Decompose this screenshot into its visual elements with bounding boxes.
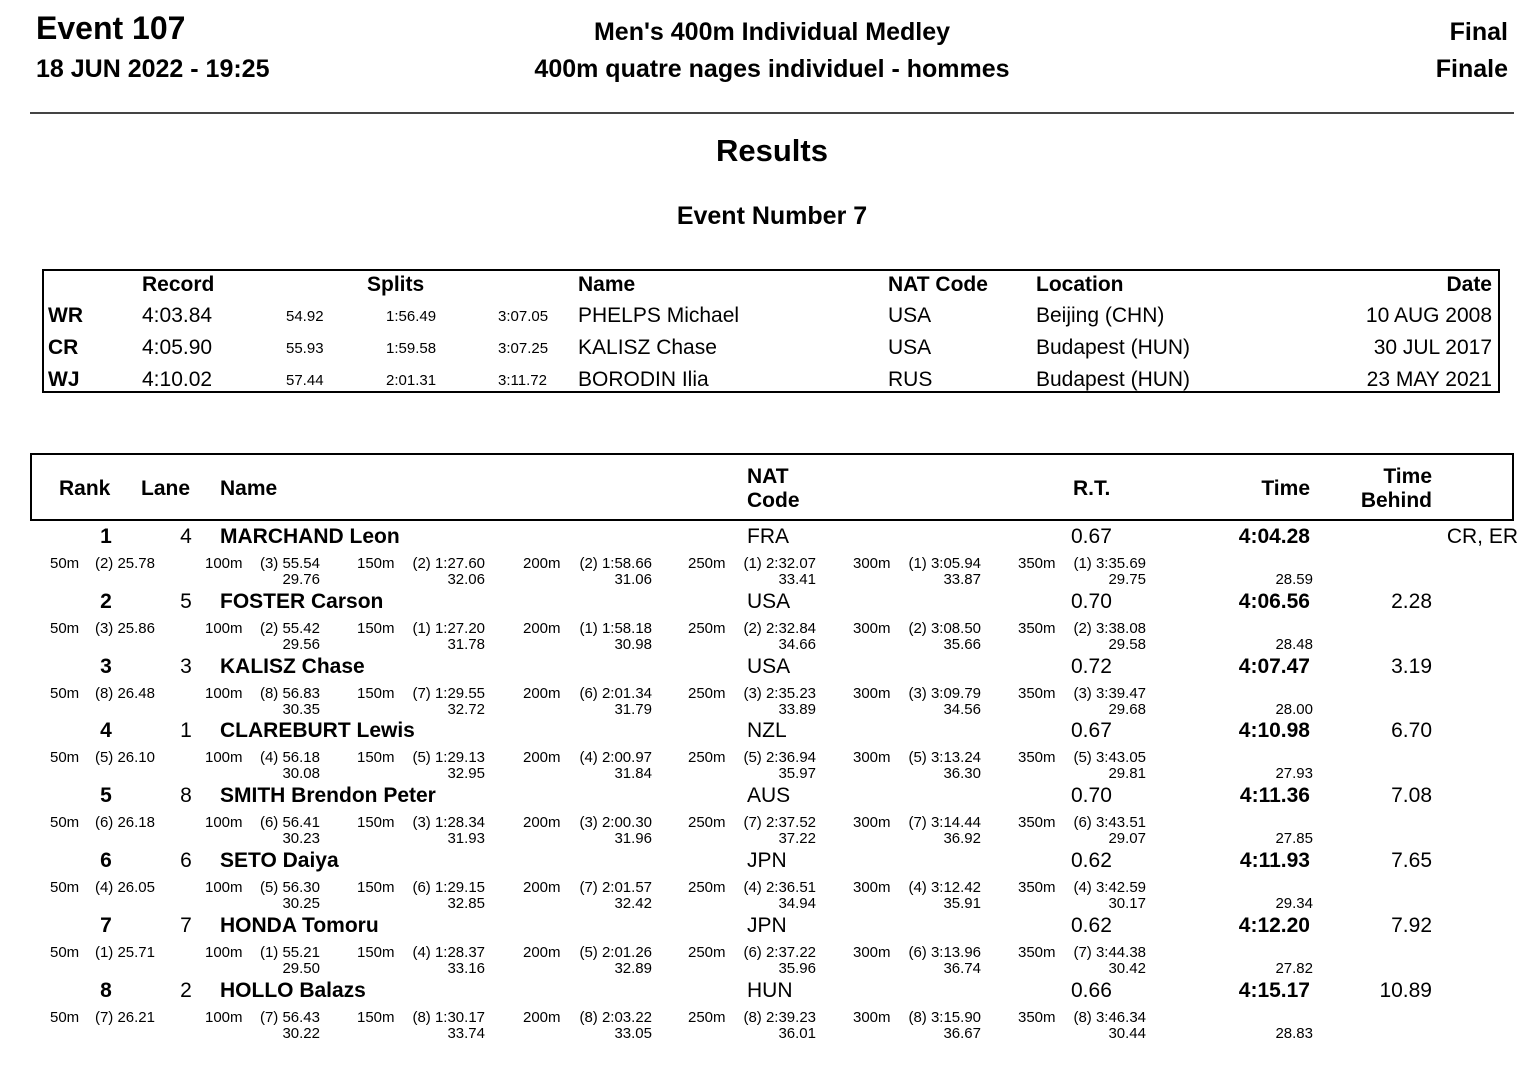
record-date: 30 JUL 2017 — [1373, 336, 1492, 359]
split-position-cumulative: (7) 2:01.57 — [579, 879, 652, 896]
results-header-nat: NAT — [747, 465, 789, 488]
split-position-cumulative: (5) 2:36.94 — [743, 749, 816, 767]
result-lane: 7 — [180, 913, 192, 937]
header-divider — [30, 112, 1514, 114]
split-lap-time: 36.30 — [943, 765, 981, 783]
split-distance: 150m — [357, 1008, 395, 1026]
split-lap-time: 30.17 — [1108, 895, 1146, 912]
split-position-cumulative: (1) 1:58.18 — [579, 619, 652, 637]
split-position-cumulative: (1) 2:32.07 — [743, 555, 816, 572]
split-lap-time: 30.08 — [282, 765, 320, 783]
split-position-cumulative: (3) 1:28.34 — [412, 814, 485, 832]
split-distance: 300m — [853, 943, 891, 961]
split-distance: 300m — [853, 814, 891, 832]
split-final-lap: 27.85 — [1275, 830, 1313, 848]
split-position-cumulative: (3) 2:35.23 — [743, 684, 816, 702]
split-lap-time: 30.22 — [282, 1024, 320, 1042]
split-lap-time: 33.41 — [778, 571, 816, 588]
record-time: 4:05.90 — [142, 336, 213, 359]
result-reaction-time: 0.70 — [1071, 784, 1112, 808]
split-lap-time: 37.22 — [778, 830, 816, 848]
result-nat: HUN — [747, 978, 793, 1002]
result-time-behind: 7.08 — [1391, 784, 1432, 808]
result-time: 4:11.93 — [1239, 849, 1310, 872]
result-nat: USA — [747, 654, 791, 678]
split-lap-time: 32.85 — [447, 895, 485, 912]
result-time: 4:07.47 — [1238, 654, 1310, 678]
split-distance: 200m — [523, 749, 561, 767]
split-distance: 250m — [688, 879, 726, 896]
record-time: 4:10.02 — [142, 368, 213, 391]
result-lane: 5 — [180, 589, 192, 613]
result-time-behind: 6.70 — [1391, 719, 1432, 743]
result-time-behind: 10.89 — [1379, 978, 1432, 1002]
split-lap-time: 30.44 — [1108, 1024, 1146, 1042]
split-position-cumulative: (6) 3:43.51 — [1073, 814, 1146, 832]
result-time-behind: 7.92 — [1391, 913, 1432, 937]
split-distance: 350m — [1018, 619, 1056, 637]
result-lane: 3 — [180, 654, 192, 678]
split-lap-time: 33.87 — [943, 571, 981, 588]
records-table — [42, 269, 1500, 393]
result-reaction-time: 0.67 — [1071, 719, 1112, 743]
records-header-location: Location — [1036, 273, 1124, 296]
split-lap-time: 32.95 — [447, 765, 485, 783]
split-position-cumulative: (1) 3:05.94 — [908, 555, 981, 572]
result-rank: 2 — [100, 589, 112, 613]
result-athlete-name: MARCHAND Leon — [220, 525, 400, 548]
split-lap-time: 36.01 — [778, 1024, 816, 1042]
record-split: 3:07.05 — [498, 308, 549, 325]
split-distance: 50m — [50, 619, 80, 637]
split-distance: 350m — [1018, 555, 1056, 572]
split-lap-time: 31.06 — [614, 571, 652, 588]
split-position-cumulative: (3) 2:00.30 — [579, 814, 652, 832]
record-time: 4:03.84 — [142, 304, 213, 327]
result-rank: 8 — [100, 978, 112, 1002]
split-position-cumulative: (7) 2:37.52 — [743, 814, 816, 832]
split-position-cumulative: (8) 3:15.90 — [908, 1008, 981, 1026]
results-header-rt: R.T. — [1073, 477, 1111, 500]
split-final-lap: 28.48 — [1275, 635, 1313, 653]
split-position-cumulative: (7) 3:14.44 — [908, 814, 981, 832]
result-athlete-name: HONDA Tomoru — [220, 913, 379, 937]
result-time: 4:04.28 — [1238, 525, 1310, 548]
record-nat: USA — [888, 304, 932, 327]
split-lap-time: 30.25 — [282, 895, 320, 912]
split-distance: 200m — [523, 943, 561, 961]
split-final-lap: 28.83 — [1275, 1024, 1313, 1042]
result-time-behind: 7.65 — [1391, 849, 1432, 872]
record-split: 54.92 — [286, 308, 324, 325]
split-distance: 350m — [1018, 684, 1056, 702]
split-lap-time: 35.66 — [943, 635, 981, 653]
split-lap-time: 33.05 — [614, 1024, 652, 1042]
event-datetime: 18 JUN 2022 - 19:25 — [36, 55, 270, 83]
result-nat: USA — [747, 589, 791, 613]
round-fr: Finale — [1435, 55, 1508, 83]
result-lane: 2 — [180, 978, 192, 1002]
split-lap-time: 30.35 — [282, 700, 320, 718]
result-lane: 1 — [180, 719, 192, 743]
records-header-nat: NAT Code — [888, 273, 988, 296]
split-lap-time: 32.42 — [614, 895, 652, 912]
result-time: 4:12.20 — [1238, 913, 1310, 937]
round-en: Final — [1449, 18, 1508, 46]
split-lap-time: 33.16 — [447, 959, 485, 977]
split-distance: 50m — [50, 684, 80, 702]
records-header-name: Name — [578, 273, 636, 296]
split-lap-time: 32.06 — [447, 571, 485, 588]
split-distance: 300m — [853, 1008, 891, 1026]
split-lap-time: 29.50 — [282, 959, 320, 977]
split-distance: 100m — [205, 555, 243, 572]
split-position-cumulative: (8) 56.83 — [259, 684, 320, 702]
split-position-cumulative: (1) 1:27.20 — [412, 619, 485, 637]
split-lap-time: 31.78 — [447, 635, 485, 653]
record-code: WJ — [48, 368, 80, 391]
split-distance: 100m — [205, 943, 243, 961]
split-distance: 300m — [853, 619, 891, 637]
split-final-lap: 27.93 — [1275, 765, 1313, 783]
split-position-cumulative: (4) 26.05 — [94, 879, 155, 896]
split-lap-time: 31.79 — [614, 700, 652, 718]
split-position-cumulative: (6) 2:37.22 — [743, 943, 816, 961]
split-lap-time: 32.89 — [614, 959, 652, 977]
section-title: Results — [716, 133, 828, 168]
split-position-cumulative: (6) 26.18 — [94, 814, 155, 832]
result-nat: JPN — [747, 849, 787, 872]
split-position-cumulative: (2) 1:27.60 — [412, 555, 485, 572]
result-rank: 1 — [100, 525, 112, 548]
split-position-cumulative: (7) 26.21 — [94, 1008, 155, 1026]
results-header-code: Code — [747, 489, 800, 512]
record-location: Budapest (HUN) — [1036, 368, 1191, 391]
result-rank: 7 — [100, 913, 112, 937]
record-holder-name: BORODIN Ilia — [578, 368, 709, 391]
split-distance: 100m — [205, 1008, 243, 1026]
split-distance: 150m — [357, 555, 395, 572]
split-position-cumulative: (4) 56.18 — [259, 749, 320, 767]
split-distance: 100m — [205, 619, 243, 637]
split-distance: 100m — [205, 684, 243, 702]
results-header-time-behind-1: Time — [1383, 465, 1432, 488]
split-lap-time: 36.74 — [943, 959, 981, 977]
split-position-cumulative: (3) 3:09.79 — [908, 684, 981, 702]
split-position-cumulative: (2) 3:08.50 — [908, 619, 981, 637]
result-athlete-name: KALISZ Chase — [220, 654, 365, 678]
split-position-cumulative: (4) 2:36.51 — [743, 879, 816, 896]
result-athlete-name: SETO Daiya — [220, 849, 339, 872]
split-lap-time: 35.97 — [778, 765, 816, 783]
results-header-time-behind-2: Behind — [1360, 489, 1432, 512]
split-distance: 350m — [1018, 749, 1056, 767]
split-distance: 150m — [357, 879, 395, 896]
split-position-cumulative: (5) 3:43.05 — [1073, 749, 1146, 767]
split-lap-time: 29.76 — [282, 571, 320, 588]
split-distance: 350m — [1018, 943, 1056, 961]
split-distance: 150m — [357, 619, 395, 637]
record-holder-name: PHELPS Michael — [578, 304, 740, 327]
split-lap-time: 30.42 — [1108, 959, 1146, 977]
records-header-date: Date — [1446, 273, 1492, 296]
split-lap-time: 30.23 — [282, 830, 320, 848]
split-distance: 250m — [688, 943, 726, 961]
result-rank: 6 — [100, 849, 112, 872]
results-header-name: Name — [220, 477, 278, 500]
split-distance: 250m — [688, 1008, 726, 1026]
split-lap-time: 31.84 — [614, 765, 652, 783]
split-lap-time: 29.75 — [1108, 571, 1146, 588]
split-position-cumulative: (4) 1:28.37 — [412, 943, 485, 961]
split-distance: 250m — [688, 749, 726, 767]
result-nat: AUS — [747, 784, 791, 808]
split-distance: 50m — [50, 879, 80, 896]
split-lap-time: 34.56 — [943, 700, 981, 718]
split-lap-time: 29.58 — [1108, 635, 1146, 653]
result-athlete-name: SMITH Brendon Peter — [220, 784, 436, 808]
record-split: 2:01.31 — [386, 372, 437, 389]
result-athlete-name: CLAREBURT Lewis — [220, 719, 415, 743]
split-position-cumulative: (1) 25.71 — [94, 943, 155, 961]
split-distance: 150m — [357, 684, 395, 702]
split-lap-time: 34.94 — [778, 895, 816, 912]
result-nat: JPN — [747, 913, 787, 937]
split-lap-time: 31.93 — [447, 830, 485, 848]
event-label: Event 107 — [36, 10, 186, 46]
result-reaction-time: 0.70 — [1071, 589, 1112, 613]
split-position-cumulative: (8) 3:46.34 — [1073, 1008, 1146, 1026]
event-title-fr: 400m quatre nages individuel - hommes — [534, 55, 1010, 83]
records-header-splits: Splits — [367, 273, 425, 296]
record-nat: USA — [888, 336, 932, 359]
record-date: 23 MAY 2021 — [1366, 368, 1492, 391]
split-position-cumulative: (7) 56.43 — [259, 1008, 320, 1026]
split-distance: 150m — [357, 749, 395, 767]
results-header-time: Time — [1261, 477, 1310, 500]
split-lap-time: 29.56 — [282, 635, 320, 653]
split-position-cumulative: (6) 56.41 — [259, 814, 320, 832]
record-location: Budapest (HUN) — [1036, 336, 1191, 359]
result-time: 4:15.17 — [1238, 978, 1310, 1002]
result-time: 4:10.98 — [1238, 719, 1310, 743]
record-split: 57.44 — [286, 372, 324, 389]
split-position-cumulative: (4) 2:00.97 — [579, 749, 652, 767]
result-reaction-time: 0.62 — [1071, 913, 1112, 937]
split-position-cumulative: (8) 1:30.17 — [412, 1008, 485, 1026]
split-distance: 50m — [50, 555, 80, 572]
result-nat: NZL — [747, 719, 787, 743]
split-distance: 200m — [523, 684, 561, 702]
split-distance: 300m — [853, 749, 891, 767]
split-distance: 50m — [50, 749, 80, 767]
split-lap-time: 35.96 — [778, 959, 816, 977]
split-position-cumulative: (6) 3:13.96 — [908, 943, 981, 961]
split-distance: 50m — [50, 1008, 80, 1026]
split-lap-time: 31.96 — [614, 830, 652, 848]
split-position-cumulative: (3) 3:39.47 — [1073, 684, 1146, 702]
result-record-note: CR, ER — [1446, 525, 1518, 548]
split-distance: 100m — [205, 814, 243, 832]
split-position-cumulative: (5) 26.10 — [94, 749, 155, 767]
result-reaction-time: 0.66 — [1071, 978, 1112, 1002]
split-distance: 250m — [688, 814, 726, 832]
record-split: 55.93 — [286, 340, 324, 357]
result-nat: FRA — [747, 525, 789, 548]
result-reaction-time: 0.72 — [1071, 654, 1112, 678]
split-distance: 200m — [523, 1008, 561, 1026]
record-split: 1:59.58 — [386, 340, 437, 357]
split-distance: 150m — [357, 814, 395, 832]
split-distance: 100m — [205, 749, 243, 767]
split-position-cumulative: (2) 55.42 — [259, 619, 320, 637]
result-rank: 3 — [100, 654, 112, 678]
result-lane: 8 — [180, 784, 192, 808]
record-code: CR — [48, 336, 79, 359]
split-distance: 50m — [50, 814, 80, 832]
record-split: 1:56.49 — [386, 308, 437, 325]
result-time: 4:06.56 — [1238, 589, 1310, 613]
result-time: 4:11.36 — [1239, 784, 1310, 808]
result-time-behind: 2.28 — [1391, 589, 1432, 613]
split-position-cumulative: (4) 3:42.59 — [1073, 879, 1146, 896]
split-position-cumulative: (2) 3:38.08 — [1073, 619, 1146, 637]
split-position-cumulative: (6) 1:29.15 — [412, 879, 485, 896]
split-distance: 200m — [523, 879, 561, 896]
split-position-cumulative: (8) 2:03.22 — [579, 1008, 652, 1026]
split-position-cumulative: (8) 26.48 — [94, 684, 155, 702]
split-position-cumulative: (7) 1:29.55 — [412, 684, 485, 702]
split-distance: 350m — [1018, 879, 1056, 896]
split-final-lap: 27.82 — [1275, 959, 1313, 977]
split-position-cumulative: (2) 1:58.66 — [579, 555, 652, 572]
split-position-cumulative: (2) 2:32.84 — [743, 619, 816, 637]
split-distance: 100m — [205, 879, 243, 896]
split-lap-time: 33.89 — [778, 700, 816, 718]
result-rank: 5 — [100, 784, 112, 808]
record-holder-name: KALISZ Chase — [578, 336, 717, 359]
result-reaction-time: 0.67 — [1071, 525, 1112, 548]
result-time-behind: 3.19 — [1391, 654, 1432, 678]
results-header-lane: Lane — [141, 477, 191, 500]
records-header-record: Record — [142, 273, 215, 296]
split-lap-time: 35.91 — [943, 895, 981, 912]
split-distance: 350m — [1018, 1008, 1056, 1026]
split-lap-time: 30.98 — [614, 635, 652, 653]
split-distance: 300m — [853, 879, 891, 896]
split-position-cumulative: (3) 25.86 — [94, 619, 155, 637]
record-date: 10 AUG 2008 — [1365, 304, 1492, 327]
split-position-cumulative: (6) 2:01.34 — [579, 684, 652, 702]
record-nat: RUS — [888, 368, 933, 391]
split-lap-time: 32.72 — [447, 700, 485, 718]
split-position-cumulative: (5) 2:01.26 — [579, 943, 652, 961]
split-position-cumulative: (5) 3:13.24 — [908, 749, 981, 767]
result-rank: 4 — [100, 719, 112, 743]
record-split: 3:11.72 — [498, 372, 547, 389]
event-title-en: Men's 400m Individual Medley — [593, 18, 951, 46]
split-position-cumulative: (8) 2:39.23 — [743, 1008, 816, 1026]
result-reaction-time: 0.62 — [1071, 849, 1112, 872]
split-lap-time: 29.07 — [1108, 830, 1146, 848]
record-split: 3:07.25 — [498, 340, 549, 357]
split-position-cumulative: (3) 55.54 — [259, 555, 320, 572]
results-header-rank: Rank — [59, 477, 111, 500]
result-athlete-name: HOLLO Balazs — [220, 978, 366, 1002]
split-distance: 250m — [688, 555, 726, 572]
split-position-cumulative: (2) 25.78 — [94, 555, 155, 572]
split-position-cumulative: (4) 3:12.42 — [908, 879, 981, 896]
split-distance: 350m — [1018, 814, 1056, 832]
split-final-lap: 29.34 — [1275, 895, 1313, 912]
split-final-lap: 28.59 — [1275, 571, 1313, 588]
split-distance: 250m — [688, 684, 726, 702]
split-position-cumulative: (5) 56.30 — [259, 879, 320, 896]
split-distance: 150m — [357, 943, 395, 961]
split-position-cumulative: (1) 55.21 — [259, 943, 320, 961]
result-athlete-name: FOSTER Carson — [220, 589, 384, 613]
split-position-cumulative: (5) 1:29.13 — [412, 749, 485, 767]
result-lane: 4 — [180, 525, 192, 548]
split-lap-time: 34.66 — [778, 635, 816, 653]
split-distance: 200m — [523, 555, 561, 572]
split-lap-time: 29.81 — [1108, 765, 1146, 783]
split-distance: 300m — [853, 684, 891, 702]
split-lap-time: 29.68 — [1108, 700, 1146, 718]
split-position-cumulative: (7) 3:44.38 — [1073, 943, 1146, 961]
split-lap-time: 33.74 — [447, 1024, 485, 1042]
split-distance: 200m — [523, 814, 561, 832]
split-distance: 300m — [853, 555, 891, 572]
record-location: Beijing (CHN) — [1036, 304, 1165, 327]
split-position-cumulative: (1) 3:35.69 — [1073, 555, 1146, 572]
split-distance: 50m — [50, 943, 80, 961]
record-code: WR — [48, 304, 83, 327]
split-final-lap: 28.00 — [1275, 700, 1313, 718]
result-lane: 6 — [180, 849, 192, 872]
split-distance: 250m — [688, 619, 726, 637]
split-lap-time: 36.67 — [943, 1024, 981, 1042]
split-distance: 200m — [523, 619, 561, 637]
split-lap-time: 36.92 — [943, 830, 981, 848]
event-number: Event Number 7 — [676, 202, 868, 230]
